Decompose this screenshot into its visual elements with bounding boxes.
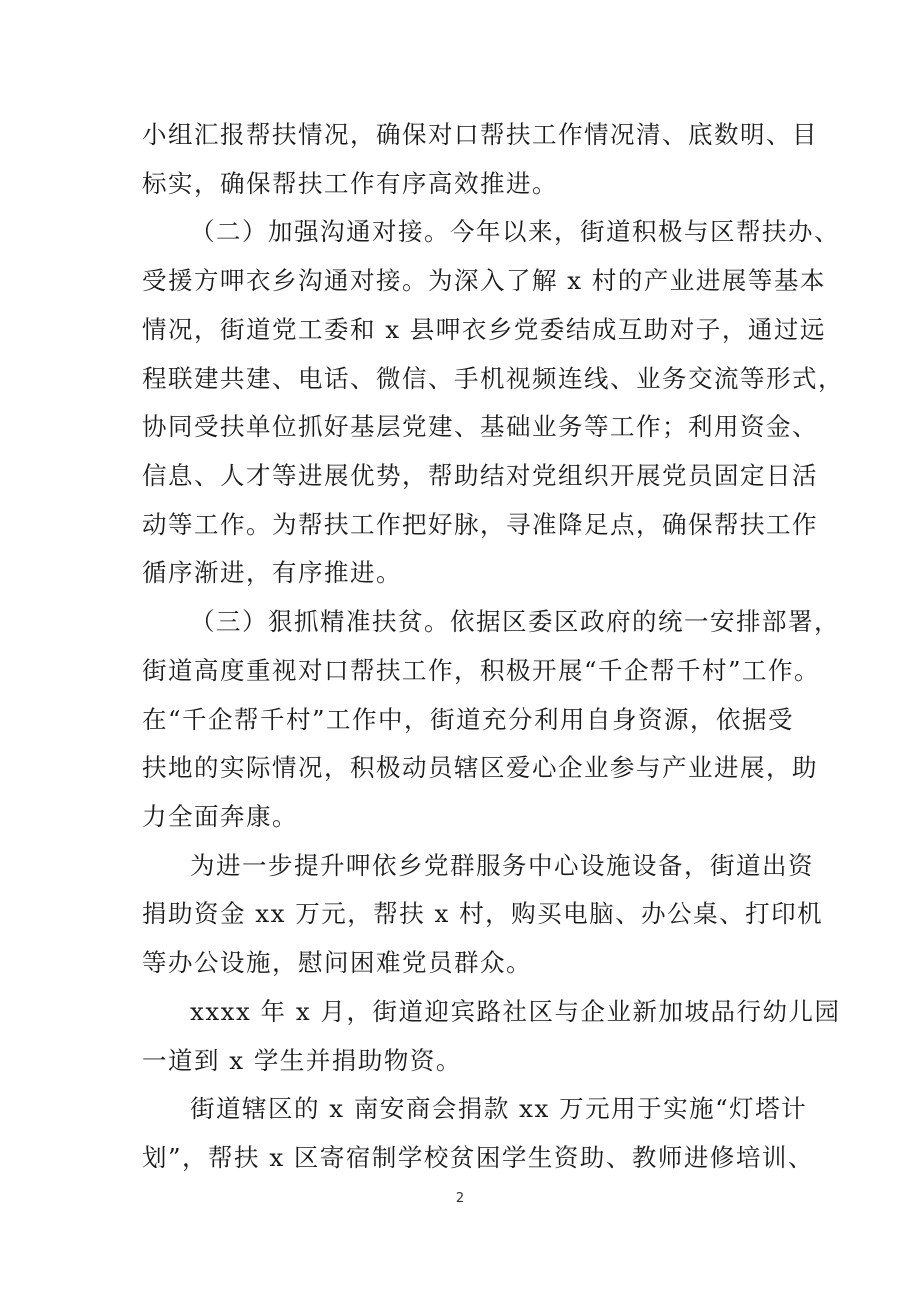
paragraph-heading-line: （二）加强沟通对接。今年以来，街道积极与区帮扶办、 (190, 217, 840, 246)
text-line: 程联建共建、电话、微信、手机视频连线、业务交流等形式， (142, 364, 844, 393)
page-number: 2 (455, 1191, 465, 1206)
text-line: 协同受扶单位抓好基层党建、基础业务等工作；利用资金、 (142, 412, 818, 441)
text-line: 街道高度重视对口帮扶工作，积极开展“千企帮千村”工作。 (142, 656, 821, 685)
paragraph-first-line: 街道辖区的 x 南安商会捐款 xx 万元用于实施“灯塔计 (190, 1094, 808, 1123)
text-line: 捐助资金 xx 万元，帮扶 x 村，购买电脑、办公桌、打印机 (142, 899, 824, 928)
text-line: 标实，确保帮扶工作有序高效推进。 (142, 169, 558, 198)
text-line: 情况，街道党工委和 x 县呷衣乡党委结成互助对子，通过远 (142, 315, 826, 344)
text-line: 扶地的实际情况，积极动员辖区爱心企业参与产业进展，助 (142, 753, 818, 782)
text-line: 受援方呷衣乡沟通对接。为深入了解 x 村的产业进展等基本 (142, 266, 826, 295)
text-line: 信息、人才等进展优势，帮助结对党组织开展党员固定日活 (142, 461, 818, 490)
paragraph-heading-line: （三）狠抓精准扶贫。依据区委区政府的统一安排部署， (190, 607, 840, 636)
text-line: 等办公设施，慰问困难党员群众。 (142, 948, 532, 977)
paragraph-first-line: 为进一步提升呷依乡党群服务中心设施设备，街道出资 (190, 851, 814, 880)
text-line: 动等工作。为帮扶工作把好脉，寻准降足点，确保帮扶工作 (142, 510, 818, 539)
text-line: 循序渐进，有序推进。 (142, 558, 402, 587)
text-line: 一道到 x 学生并捐助物资。 (142, 1046, 462, 1075)
text-line: 划”，帮扶 x 区寄宿制学校贫困学生资助、教师进修培训、 (142, 1143, 814, 1172)
text-line: 在“千企帮千村”工作中，街道充分利用自身资源，依据受 (142, 705, 795, 734)
paragraph-first-line: xxxx 年 x 月，街道迎宾路社区与企业新加坡品行幼儿园 (190, 997, 841, 1026)
text-line: 小组汇报帮扶情况，确保对口帮扶工作情况清、底数明、目 (142, 120, 818, 149)
text-line: 力全面奔康。 (142, 802, 298, 831)
